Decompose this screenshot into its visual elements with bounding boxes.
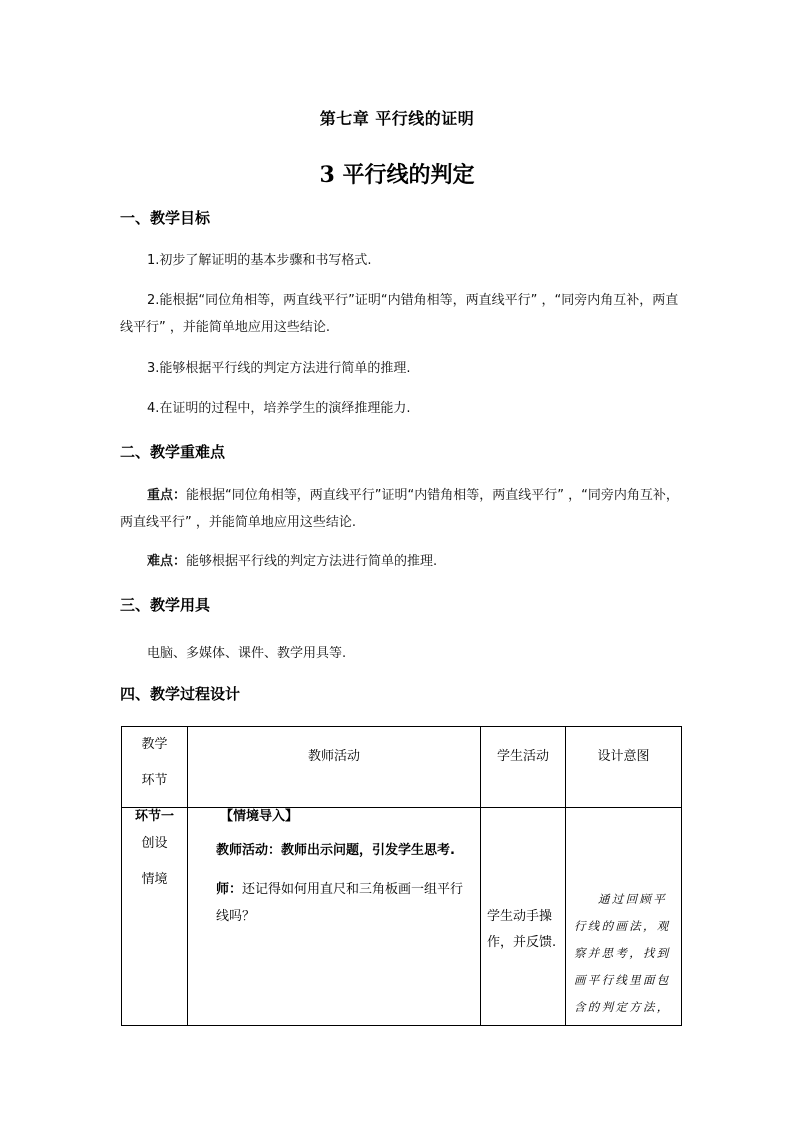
objective-text-1: 1.初步了解证明的基本步骤和书写格式.	[147, 253, 372, 268]
difficult-point-label: 难点：	[147, 554, 187, 569]
stage-name-line1: 创设	[141, 836, 168, 851]
key-point-paragraph	[120, 482, 680, 536]
teacher-activity-text: 教师出示问题，引发学生思考.	[281, 843, 455, 858]
teacher-activity-cell	[188, 808, 481, 1026]
difficult-point-text: 能够根据平行线的判定方法进行简单的推理.	[186, 554, 438, 569]
header-student-activity	[481, 727, 566, 808]
teaching-process-table	[121, 726, 682, 1026]
objective-item-1	[120, 247, 680, 274]
student-activity-text: 学生动手操作，并反馈.	[487, 909, 557, 950]
design-intent-text: 通过回顾平行线的画法，观察并思考，找到画平行线里面包含的判定方法，	[574, 892, 671, 1014]
header-intent-label: 设计意图	[597, 749, 650, 764]
tools-paragraph	[120, 640, 680, 667]
header-teacher-label: 教师活动	[307, 749, 360, 764]
header-design-intent	[566, 727, 682, 808]
header-stage	[122, 727, 188, 808]
section-heading-tools: 三、教学用具	[120, 596, 211, 614]
teacher-question	[216, 876, 476, 930]
chapter-title: 第七章 平行线的证明	[319, 109, 475, 128]
tools-text: 电脑、多媒体、课件、教学用具等.	[147, 646, 347, 661]
objective-item-3	[120, 355, 680, 382]
stage-name-line2: 情境	[141, 872, 168, 887]
difficult-point-paragraph	[120, 548, 680, 575]
objective-text-4: 4.在证明的过程中，培养学生的演绎推理能力.	[147, 401, 411, 416]
teacher-question-label: 师：	[216, 882, 243, 897]
student-activity-cell	[481, 808, 566, 1026]
section-heading-key-points: 二、教学重难点	[120, 443, 226, 461]
key-point-text: 能根据“同位角相等，两直线平行”证明“内错角相等，两直线平行” ，“同旁内角互补，两直线平行” ，并能简单地应用这些结论.	[120, 488, 679, 530]
section-heading-objectives: 一、教学目标	[120, 209, 211, 227]
teacher-activity-line	[216, 842, 476, 860]
header-stage-line2: 环节	[141, 773, 168, 788]
stage-cell	[122, 808, 188, 1026]
header-student-label: 学生活动	[496, 749, 549, 764]
header-teacher-activity	[188, 727, 481, 808]
objective-item-2	[120, 287, 680, 341]
design-intent-cell	[566, 808, 682, 1026]
stage-number: 环节一	[134, 809, 174, 824]
table-header-row	[122, 727, 682, 808]
objective-text-3: 3.能够根据平行线的判定方法进行简单的推理.	[147, 361, 411, 376]
lesson-title: 3 平行线的判定	[319, 162, 475, 188]
scenario-tag: 【情境导入】	[220, 809, 299, 824]
section-heading-process: 四、教学过程设计	[120, 685, 241, 703]
table-row	[122, 808, 682, 1026]
objective-item-4	[120, 395, 680, 422]
teacher-activity-label: 教师活动：	[216, 843, 282, 858]
key-point-label: 重点：	[147, 488, 187, 503]
teacher-question-text: 还记得如何用直尺和三角板画一组平行线吗？	[216, 882, 464, 924]
objective-text-2: 2.能根据“同位角相等，两直线平行”证明“内错角相等，两直线平行” ，“同旁内角互补，两直线平行” ，并能简单地应用这些结论.	[120, 293, 679, 335]
header-stage-line1: 教学	[141, 737, 168, 752]
